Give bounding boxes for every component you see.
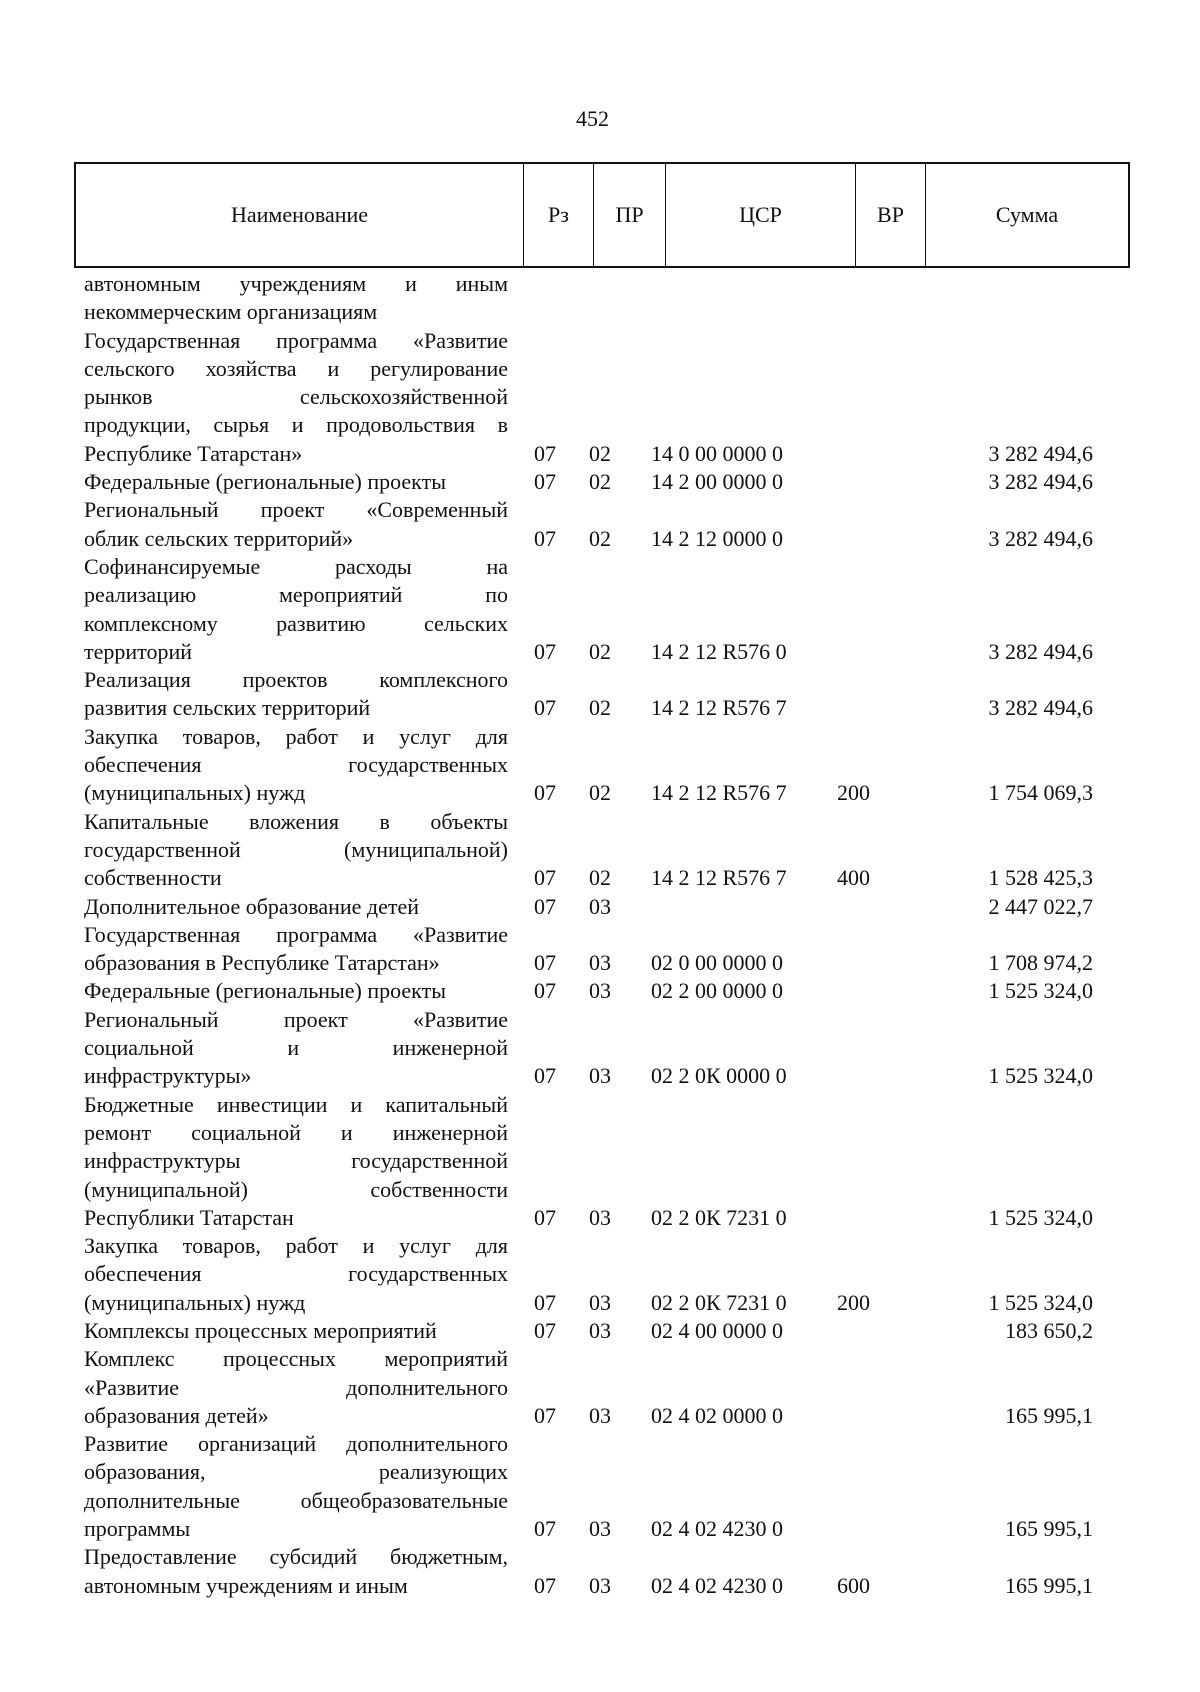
row-pr: 03	[589, 1516, 611, 1542]
row-vr: 200	[837, 1289, 870, 1315]
row-name-line: реализацию мероприятий по	[84, 582, 508, 608]
row-name-line: Федеральные (региональные) проекты	[84, 469, 446, 495]
row-name	[84, 468, 508, 496]
header-csr: ЦСР	[666, 164, 856, 266]
row-name-line: Бюджетные инвестиции и капитальный	[84, 1091, 508, 1117]
row-name-line: комплексному развитию сельских	[84, 610, 508, 636]
row-name-line: «Развитие дополнительного	[84, 1374, 508, 1400]
row-name-line: Комплекс процессных мероприятий	[84, 1346, 508, 1372]
row-name-line: сельского хозяйства и регулирование	[84, 355, 508, 381]
row-pr: 02	[589, 469, 611, 495]
row-pr: 03	[589, 1063, 611, 1089]
row-csr: 14 2 12 R576 0	[651, 638, 787, 664]
row-name-line: рынков сельскохозяйственной	[84, 384, 508, 410]
row-name-line: обеспечения государственных	[84, 1261, 508, 1287]
table-row	[84, 1006, 1130, 1091]
table-row	[84, 1232, 1130, 1317]
row-name-line: Федеральные (региональные) проекты	[84, 978, 446, 1004]
row-name-line: Закупка товаров, работ и услуг для	[84, 1233, 508, 1259]
row-name	[84, 893, 508, 921]
row-name-line: Реализация проектов комплексного	[84, 667, 508, 693]
row-name-line: автономным учреждениям и иным	[84, 271, 508, 296]
table-row	[84, 1345, 1130, 1430]
table-row	[84, 1543, 1130, 1600]
row-name	[84, 1317, 508, 1345]
row-rz: 07	[534, 1516, 556, 1542]
row-sum: 3 282 494,6	[988, 525, 1093, 551]
row-rz: 07	[534, 695, 556, 721]
row-name-line: Капитальные вложения в объекты	[84, 808, 508, 834]
row-name-line: территорий	[84, 638, 193, 664]
table-row	[84, 327, 1130, 468]
row-name-line: Республике Татарстан»	[84, 440, 303, 466]
row-sum: 165 995,1	[1005, 1402, 1093, 1428]
row-sum: 3 282 494,6	[988, 440, 1093, 466]
row-rz: 07	[534, 440, 556, 466]
row-pr: 02	[589, 525, 611, 551]
row-csr: 02 2 0К 7231 0	[651, 1289, 787, 1315]
row-rz: 07	[534, 1063, 556, 1089]
row-sum: 1 708 974,2	[988, 950, 1093, 976]
row-name-line: дополнительные общеобразовательные	[84, 1487, 508, 1513]
table-row	[84, 553, 1130, 666]
row-name	[84, 977, 508, 1005]
row-rz: 07	[534, 1317, 556, 1343]
row-name	[84, 666, 508, 723]
row-csr: 02 4 02 4230 0	[651, 1516, 783, 1542]
table-row	[84, 921, 1130, 978]
row-name-line: Софинансируемые расходы на	[84, 553, 508, 579]
row-sum: 183 650,2	[1005, 1317, 1093, 1343]
row-name-line: собственности	[84, 865, 222, 891]
row-name-line: Региональный проект «Развитие	[84, 1006, 508, 1032]
row-sum: 1 525 324,0	[988, 1063, 1093, 1089]
table-row	[84, 496, 1130, 553]
row-name	[84, 270, 508, 327]
row-pr: 02	[589, 638, 611, 664]
row-name	[84, 1232, 508, 1317]
row-name	[84, 723, 508, 808]
row-sum: 2 447 022,7	[988, 893, 1093, 919]
header-vr: ВР	[856, 164, 926, 266]
row-name-line: государственной (муниципальной)	[84, 836, 508, 862]
row-pr: 02	[589, 695, 611, 721]
table-row	[84, 977, 1130, 1005]
row-pr: 03	[589, 1289, 611, 1315]
row-sum: 165 995,1	[1005, 1572, 1093, 1598]
table-row	[84, 1317, 1130, 1345]
row-csr: 14 2 00 0000 0	[651, 469, 783, 495]
row-rz: 07	[534, 1204, 556, 1230]
row-pr: 03	[589, 978, 611, 1004]
row-name-line: (муниципальных) нужд	[84, 1289, 306, 1315]
row-csr: 02 2 00 0000 0	[651, 978, 783, 1004]
table-header	[74, 162, 1130, 268]
row-pr: 02	[589, 780, 611, 806]
row-csr: 14 0 00 0000 0	[651, 440, 783, 466]
row-name-line: (муниципальных) нужд	[84, 780, 306, 806]
row-name	[84, 1543, 508, 1600]
row-name-line: ремонт социальной и инженерной	[84, 1119, 508, 1145]
row-pr: 02	[589, 865, 611, 891]
row-csr: 02 2 0К 0000 0	[651, 1063, 787, 1089]
row-sum: 1 525 324,0	[988, 978, 1093, 1004]
row-pr: 03	[589, 1402, 611, 1428]
row-name	[84, 1345, 508, 1430]
header-name: Наименование	[76, 164, 524, 266]
row-pr: 03	[589, 950, 611, 976]
row-name-line: (муниципальной) собственности	[84, 1176, 508, 1202]
row-vr: 600	[837, 1572, 870, 1598]
row-sum: 165 995,1	[1005, 1516, 1093, 1542]
row-name-line: Региональный проект «Современный	[84, 497, 508, 523]
table-row	[84, 1091, 1130, 1232]
row-vr: 400	[837, 865, 870, 891]
row-name-line: образования, реализующих	[84, 1459, 508, 1485]
row-name-line: продукции, сырья и продовольствия в	[84, 412, 508, 438]
row-name-line: развития сельских территорий	[84, 695, 371, 721]
row-name-line: образования в Республике Татарстан»	[84, 950, 440, 976]
row-sum: 3 282 494,6	[988, 638, 1093, 664]
row-name-line: образования детей»	[84, 1402, 269, 1428]
row-csr: 14 2 12 R576 7	[651, 865, 787, 891]
row-name	[84, 1430, 508, 1543]
row-pr: 03	[589, 1572, 611, 1598]
row-csr: 02 2 0К 7231 0	[651, 1204, 787, 1230]
row-rz: 07	[534, 525, 556, 551]
row-rz: 07	[534, 978, 556, 1004]
row-csr: 02 4 02 0000 0	[651, 1402, 783, 1428]
row-name	[84, 553, 508, 666]
page-number: 452	[576, 106, 609, 131]
table-row	[84, 1430, 1130, 1543]
row-csr: 02 4 02 4230 0	[651, 1572, 783, 1598]
row-sum: 1 528 425,3	[988, 865, 1093, 891]
row-pr: 03	[589, 893, 611, 919]
row-name-line: облик сельских территорий»	[84, 525, 354, 551]
row-name-line: Закупка товаров, работ и услуг для	[84, 723, 508, 749]
row-rz: 07	[534, 1289, 556, 1315]
row-sum: 3 282 494,6	[988, 695, 1093, 721]
row-name-line: Предоставление субсидий бюджетным,	[84, 1544, 508, 1570]
row-name-line: социальной и инженерной	[84, 1035, 508, 1061]
row-name-line: инфраструктуры государственной	[84, 1148, 508, 1174]
row-name-line: Республики Татарстан	[84, 1204, 294, 1230]
row-rz: 07	[534, 893, 556, 919]
row-rz: 07	[534, 469, 556, 495]
row-name-line: Государственная программа «Развитие	[84, 327, 508, 353]
table-row	[84, 723, 1130, 808]
row-name-line: инфраструктуры»	[84, 1063, 252, 1089]
row-name	[84, 1091, 508, 1232]
row-name-line: Дополнительное образование детей	[84, 893, 420, 919]
row-csr: 14 2 12 R576 7	[651, 695, 787, 721]
row-sum: 1 525 324,0	[988, 1204, 1093, 1230]
table-row	[84, 270, 1130, 327]
row-sum: 3 282 494,6	[988, 469, 1093, 495]
row-name-line: программы	[84, 1516, 191, 1542]
row-rz: 07	[534, 638, 556, 664]
row-rz: 07	[534, 780, 556, 806]
row-csr: 14 2 12 R576 7	[651, 780, 787, 806]
header-sum: Сумма	[995, 202, 1059, 227]
row-pr: 02	[589, 440, 611, 466]
row-name	[84, 1006, 508, 1091]
row-name	[84, 921, 508, 978]
header-rz: Рз	[524, 164, 594, 266]
row-csr: 02 4 00 0000 0	[651, 1317, 783, 1343]
row-pr: 03	[589, 1204, 611, 1230]
row-name-line: Комплексы процессных мероприятий	[84, 1317, 437, 1343]
row-csr: 14 2 12 0000 0	[651, 525, 783, 551]
row-rz: 07	[534, 1402, 556, 1428]
table-row	[84, 666, 1130, 723]
row-sum: 1 754 069,3	[988, 780, 1093, 806]
row-rz: 07	[534, 950, 556, 976]
header-pr: ПР	[594, 164, 666, 266]
table-row	[84, 893, 1130, 921]
row-name-line: Государственная программа «Развитие	[84, 921, 508, 947]
row-csr: 02 0 00 0000 0	[651, 950, 783, 976]
row-name-line: Развитие организаций дополнительного	[84, 1431, 508, 1457]
row-rz: 07	[534, 865, 556, 891]
row-sum: 1 525 324,0	[988, 1289, 1093, 1315]
row-name-line: обеспечения государственных	[84, 752, 508, 778]
row-pr: 03	[589, 1317, 611, 1343]
row-name	[84, 808, 508, 893]
row-name	[84, 496, 508, 553]
table-row	[84, 808, 1130, 893]
row-name	[84, 327, 508, 468]
row-name-line: автономным учреждениям и иным	[84, 1572, 408, 1598]
table-row	[84, 468, 1130, 496]
row-name-line: некоммерческим организациям	[84, 299, 378, 325]
table-body	[84, 270, 1130, 1600]
row-vr: 200	[837, 780, 870, 806]
row-rz: 07	[534, 1572, 556, 1598]
